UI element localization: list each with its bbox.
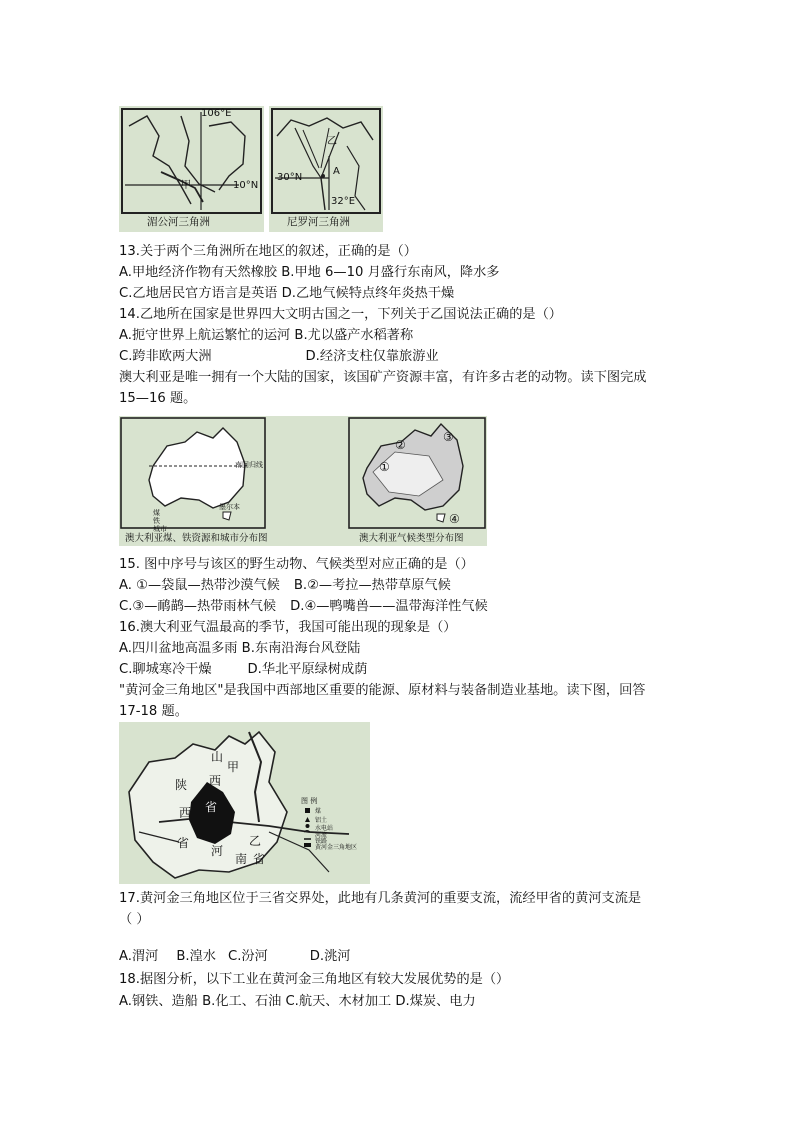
zone-2: ② [395, 438, 406, 452]
q17-option-a: A.渭河 [119, 949, 159, 964]
q17-stem: 17.黄河金三角地区位于三省交界处，此地有几条黄河的重要支流，流经甲省的黄河支流是 [119, 891, 642, 906]
legend-railway: 铁路 [315, 838, 328, 845]
yellow-river-map [119, 722, 370, 884]
q16-option-c: C.聊城寒冷干燥 [119, 662, 212, 677]
q14-option-d: D.经济支柱仅靠旅游业 [305, 349, 439, 364]
q17-options [119, 947, 351, 967]
map-yi: 乙 [249, 834, 262, 848]
q14-options-ab: A.扼守世界上航运繁忙的运河 B.尤以盛产水稻著称 [119, 328, 414, 343]
zone-3: ③ [443, 430, 454, 444]
q16-options-cd [119, 660, 367, 680]
q15-option-c: C.③—鸸鹋—热带雨林气候 [119, 599, 277, 614]
map-shan: 山 [211, 750, 224, 764]
australia-maps-drawing [119, 416, 487, 546]
australia-maps [119, 416, 487, 546]
mekong-delta-map [119, 106, 264, 232]
q15-stem: 15. 图中序号与该区的野生动物、气候类型对应正确的是（） [119, 557, 474, 572]
q14-options-cd [119, 347, 439, 367]
australia-left-caption: 澳大利亚煤、铁资源和城市分布图 [125, 533, 268, 544]
tropic-label: 南回归线 [235, 461, 263, 469]
q17-paren: （ ） [119, 912, 150, 927]
australia-right-caption: 澳大利亚气候类型分布图 [359, 533, 464, 544]
label-30n: 30°N [277, 172, 303, 183]
q15-option-b: B.②—考拉—热带草原气候 [293, 578, 451, 593]
map-sheng3: 省 [253, 852, 266, 866]
map-jia: 甲 [227, 760, 240, 774]
q14-option-c: C.跨非欧两大洲 [119, 349, 212, 364]
q18-stem: 18.据图分析，以下工业在黄河金三角地区有较大发展优势的是（） [119, 972, 510, 987]
q17-option-d: D.洮河 [309, 949, 351, 964]
intro15-line1: 澳大利亚是唯一拥有一个大陆的国家，该国矿产资源丰富，有许多古老的动物。读下图完成 [119, 370, 647, 385]
intro15-line2: 15—16 题。 [119, 391, 197, 406]
q17-option-b: B.湟水 [176, 949, 216, 964]
legend-hydro: 水电站 [315, 825, 334, 832]
nile-caption: 尼罗河三角洲 [287, 216, 350, 228]
q15-option-a: A. ①—袋鼠—热带沙漠气候 [119, 578, 280, 593]
label-106e: 106°E [201, 108, 232, 119]
q15-options-ab [119, 576, 451, 596]
q15-options-cd [119, 597, 488, 617]
label-a: A [333, 166, 340, 177]
zone-1: ① [379, 460, 390, 474]
map-xi2: 西 [179, 806, 192, 820]
legend-city: 城市 [153, 525, 167, 533]
q13-stem: 13.关于两个三角洲所在地区的叙述，正确的是（） [119, 244, 417, 259]
map-xi1: 西 [209, 774, 222, 788]
legend-bauxite: 铝土 [315, 817, 328, 824]
q18-options: A.钢铁、造船 B.化工、石油 C.航天、木材加工 D.煤炭、电力 [119, 994, 476, 1009]
legend-coal: 煤 [153, 509, 160, 517]
q17-option-c: C.汾河 [227, 949, 268, 964]
label-32e: 32°E [331, 196, 356, 207]
q16-stem: 16.澳大利亚气温最高的季节，我国可能出现的现象是（） [119, 620, 457, 635]
label-yi: 乙 [327, 136, 337, 147]
q14-stem: 14.乙地所在国家是世界四大文明古国之一，下列关于乙国说法正确的是（） [119, 307, 562, 322]
legend-title: 图 例 [301, 797, 318, 805]
map-sheng1: 省 [205, 800, 218, 814]
q13-options-cd: C.乙地居民官方语言是英语 D.乙地气候特点终年炎热干燥 [119, 286, 455, 301]
q16-option-d: D.华北平原绿树成荫 [247, 662, 368, 677]
q16-options-ab: A.四川盆地高温多雨 B.东南沿海台风登陆 [119, 641, 361, 656]
map-he: 河 [211, 844, 224, 858]
legend-region: 黄河金三角地区 [315, 844, 358, 851]
intro17-line1: "黄河金三角地区"是我国中西部地区重要的能源、原材料与装备制造业基地。读下图，回答 [119, 683, 646, 698]
map-shaan: 陕 [175, 778, 188, 792]
q15-option-d: D.④—鸭嘴兽——温带海洋性气候 [290, 599, 488, 614]
legend-coal: 煤 [315, 808, 322, 815]
label-jia: 甲 [181, 180, 191, 191]
mekong-caption: 湄公河三角洲 [147, 216, 210, 228]
legend-iron: 铁 [153, 517, 160, 525]
intro17-line2: 17-18 题。 [119, 704, 188, 719]
q13-options-ab: A.甲地经济作物有天然橡胶 B.甲地 6—10 月盛行东南风，降水多 [119, 265, 500, 280]
map-nan: 南 [235, 852, 248, 866]
zone-4: ④ [449, 512, 460, 526]
map-sheng2: 省 [177, 836, 190, 850]
nile-delta-map [269, 106, 383, 232]
label-10n: 10°N [233, 180, 259, 191]
legend-river: 河流 [315, 832, 328, 839]
city-label: 墨尔本 [219, 503, 240, 511]
